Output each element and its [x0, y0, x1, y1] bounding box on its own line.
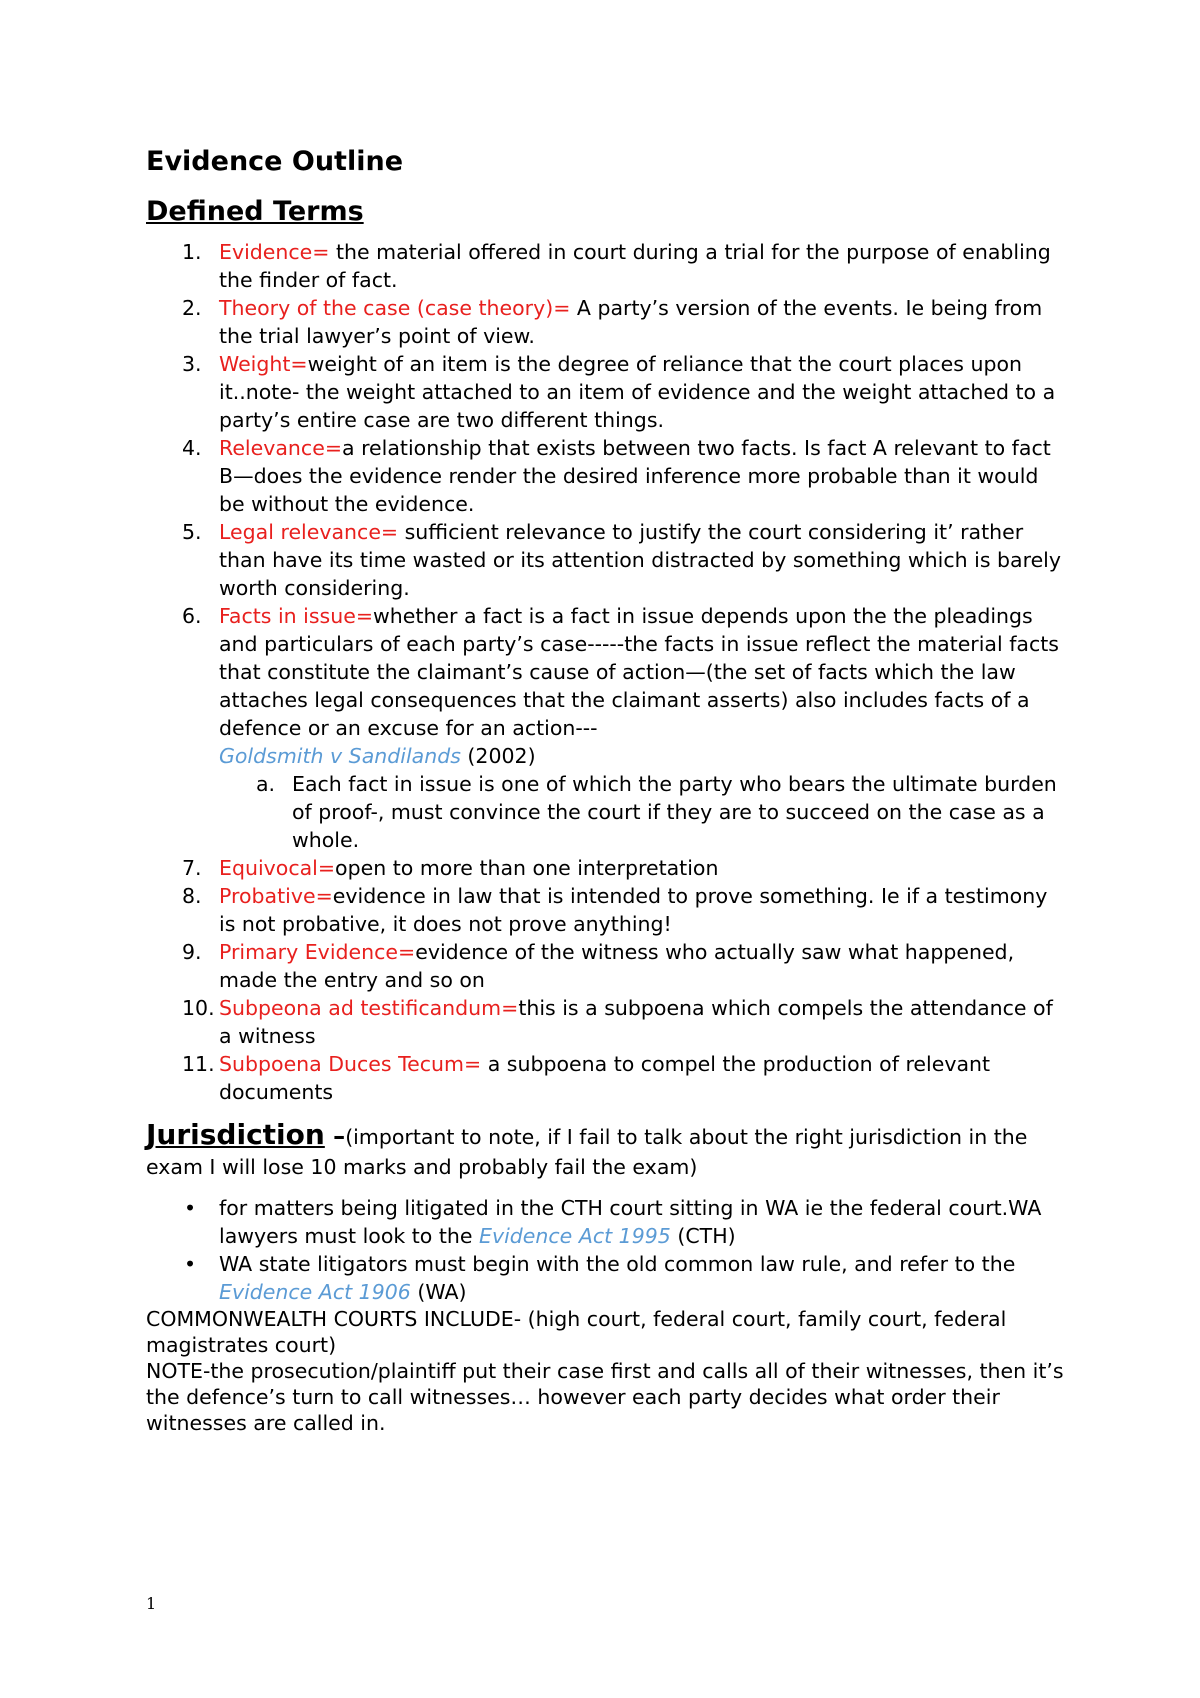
term-name: Legal relevance= [219, 520, 399, 544]
commonwealth-courts-paragraph: COMMONWEALTH COURTS INCLUDE- (high court, federal court, family court, federal magistrates court) [146, 1307, 1007, 1357]
jurisdiction-bullets [146, 1194, 1066, 1306]
term-definition: A party’s version of the events. Ie being from the trial lawyer’s point of view. [219, 296, 1043, 348]
term-definition: weight of an item is the degree of reliance that the court places upon it..note- the weight attached to an item of evidence and the weight attached to a party’s entire case are two different things. [219, 352, 1056, 432]
term-number: 10. [182, 996, 215, 1020]
bullet-text: WA state litigators must begin with the old common law rule, and refer to the [219, 1252, 1016, 1276]
bullet-icon: • [184, 1252, 197, 1276]
term-number: 11. [182, 1052, 215, 1076]
term-number: 2. [182, 296, 202, 320]
term-item [146, 1050, 1066, 1106]
term-definition: this is a subpoena which compels the attendance of a witness [219, 996, 1053, 1048]
term-definition: evidence in law that is intended to prove something. Ie if a testimony is not probative, it does not prove anything! [219, 884, 1048, 936]
sub-item-letter: a. [256, 772, 276, 796]
jurisdiction-heading: Jurisdiction [146, 1118, 325, 1151]
defined-terms-heading: Defined Terms [146, 196, 364, 227]
term-definition: a subpoena to compel the production of relevant documents [219, 1052, 991, 1104]
term-number: 6. [182, 604, 202, 628]
term-item [146, 854, 1066, 882]
term-item [146, 938, 1066, 994]
page-number: 1 [146, 1594, 157, 1613]
term-number: 3. [182, 352, 202, 376]
document-content [146, 144, 1066, 1436]
term-number: 8. [182, 884, 202, 908]
term-definition: a relationship that exists between two facts. Is fact A relevant to fact B—does the evidence render the desired inference more probable than it would be without the evidence. [219, 436, 1051, 516]
term-number: 7. [182, 856, 202, 880]
bullet-icon: • [184, 1196, 197, 1220]
bullet-item [146, 1250, 1066, 1306]
note-paragraph: NOTE-the prosecution/plaintiff put their case first and calls all of their witnesses, then it’s the defence’s turn to call witnesses… however each party decides what order their witnesses are called in. [146, 1359, 1064, 1435]
case-reference-link[interactable]: Goldsmith v Sandilands [219, 744, 461, 768]
act-reference-link[interactable]: Evidence Act 1906 [219, 1280, 411, 1304]
term-definition: sufficient relevance to justify the court considering it’ rather than have its time wasted or its attention distracted by something which is barely worth considering. [219, 520, 1062, 600]
document-title: Evidence Outline [146, 146, 404, 177]
bullet-text-suffix: (CTH) [670, 1224, 736, 1248]
term-name: Theory of the case (case theory)= [219, 296, 571, 320]
jurisdiction-intro: (important to note, if I fail to talk about the right jurisdiction in the exam I will lose 10 marks and probably fail the exam) [146, 1125, 1028, 1179]
term-name: Facts in issue= [219, 604, 374, 628]
bullet-text: for matters being litigated in the CTH court sitting in WA ie the federal court.WA lawyers must look to the [219, 1196, 1042, 1248]
bullet-item [146, 1194, 1066, 1250]
term-name: Evidence= [219, 240, 330, 264]
term-item [146, 518, 1066, 602]
term-item [146, 882, 1066, 938]
term-item [146, 238, 1066, 294]
term-item [146, 350, 1066, 434]
term-name: Relevance= [219, 436, 342, 460]
jurisdiction-dash: – [324, 1122, 346, 1150]
term-definition: whether a fact is a fact in issue depends upon the the pleadings and particulars of each party’s case-----the facts in issue reflect the material facts that constitute the claimant’s cause of action—(the set of facts which the law attaches legal consequences that the claimant asserts) also includes facts of a defence or an excuse for an action--- [219, 604, 1059, 740]
term-definition: the material offered in court during a trial for the purpose of enabling the finder of fact. [219, 240, 1051, 292]
term-item [146, 434, 1066, 518]
term-name: Weight= [219, 352, 308, 376]
term-definition: open to more than one interpretation [335, 856, 719, 880]
defined-terms-list [146, 238, 1066, 1106]
case-year: (2002) [460, 744, 536, 768]
jurisdiction-section [146, 1120, 1066, 1182]
term-item [146, 294, 1066, 350]
term-name: Equivocal= [219, 856, 336, 880]
term-item [146, 602, 1066, 854]
term-item [146, 994, 1066, 1050]
term-name: Probative= [219, 884, 333, 908]
act-reference-link[interactable]: Evidence Act 1995 [479, 1224, 671, 1248]
sub-list [219, 770, 1066, 854]
term-number: 9. [182, 940, 202, 964]
term-number: 5. [182, 520, 202, 544]
bullet-text-suffix: (WA) [410, 1280, 467, 1304]
term-name: Subpoena Duces Tecum= [219, 1052, 482, 1076]
sub-item-text: Each fact in issue is one of which the party who bears the ultimate burden of proof-, must convince the court if they are to succeed on the case as a whole. [292, 772, 1057, 852]
term-number: 4. [182, 436, 202, 460]
sub-item [219, 770, 1066, 854]
term-name: Primary Evidence= [219, 940, 416, 964]
term-definition: evidence of the witness who actually saw what happened, made the entry and so on [219, 940, 1015, 992]
term-name: Subpeona ad testificandum= [219, 996, 519, 1020]
term-number: 1. [182, 240, 202, 264]
